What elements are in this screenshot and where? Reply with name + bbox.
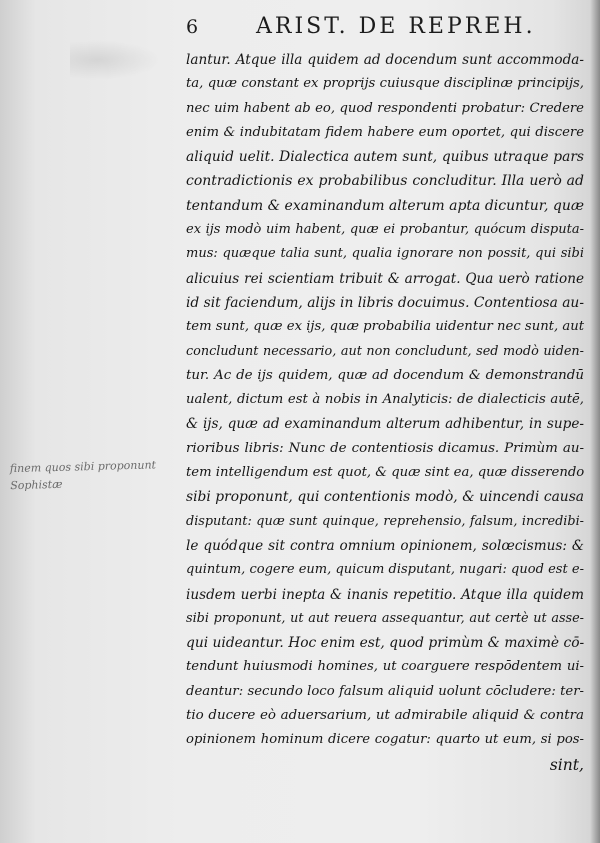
text-line: le quódque sit contra omnium opinionem, solœcismus: & bbox=[186, 537, 584, 554]
text-line: disputant: quæ sunt quinque, reprehensio, falsum, incredibi- bbox=[186, 513, 584, 529]
text-line: mus: quæque talia sunt, qualia ignorare non possit, qui sibi bbox=[186, 246, 584, 262]
text-line: tendunt huiusmodi homines, ut coarguere respōdentem ui- bbox=[186, 659, 584, 675]
text-line: lantur. Atque illa quidem ad docendum sunt accommoda- bbox=[186, 52, 584, 68]
text-line: tio ducere eò aduersarium, ut admirabile aliquid & contra bbox=[186, 708, 584, 724]
text-line: sibi proponunt, qui contentionis modò, & uincendi causa bbox=[186, 489, 584, 506]
body-text bbox=[186, 48, 584, 777]
bleed-through-stain bbox=[70, 40, 160, 80]
text-line: deantur: secundo loco falsum aliquid uolunt cōcludere: ter- bbox=[186, 683, 584, 699]
text-line: id sit faciendum, alijs in libris docuimus. Contentiosa au- bbox=[186, 294, 584, 311]
text-line: qui uideantur. Hoc enim est, quod primùm & maximè cō- bbox=[186, 635, 585, 652]
text-line: quintum, cogere eum, quicum disputant, nugari: quod est e- bbox=[186, 562, 584, 578]
text-line: opinionem hominum dicere cogatur: quarto ut eum, si pos- bbox=[186, 732, 584, 748]
text-line: iusdem uerbi inepta & inanis repetitio. Atque illa quidem bbox=[186, 586, 584, 603]
text-line: ta, quæ constant ex proprijs cuiusque disciplinæ principijs, bbox=[186, 76, 584, 92]
text-line: tentandum & examinandum alterum apta dicuntur, quæ bbox=[186, 197, 584, 214]
page-edge-shadow bbox=[590, 0, 600, 843]
page-header bbox=[186, 14, 556, 44]
handwritten-margin-note bbox=[10, 456, 176, 494]
text-line: sibi proponunt, ut aut reuera assequantur, aut certè ut asse- bbox=[186, 610, 584, 626]
text-line: & ijs, quæ ad examinandum alterum adhibentur, in supe- bbox=[186, 416, 584, 433]
text-line: rioribus libris: Nunc de contentiosis dicamus. Primùm au- bbox=[186, 440, 584, 456]
text-line: ex ijs modò uim habent, quæ ei probantur, quócum disputa- bbox=[186, 222, 584, 238]
text-line: ualent, dictum est à nobis in Analyticis: de dialecticis autē, bbox=[186, 392, 584, 408]
page-number: 6 bbox=[186, 16, 199, 38]
text-line: nec uim habent ab eo, quod respondenti probatur: Credere bbox=[186, 100, 584, 116]
running-title: ARIST. DE REPREH. bbox=[256, 14, 536, 39]
text-line: sint, bbox=[549, 755, 584, 774]
text-line: tur. Ac de ijs quidem, quæ ad docendum & demonstrandū bbox=[186, 367, 584, 383]
text-line: contradictionis ex probabilibus concluditur. Illa uerò ad bbox=[186, 173, 584, 190]
text-line: enim & indubitatam fidem habere eum oportet, qui discere bbox=[186, 124, 584, 140]
text-line: tem sunt, quæ ex ijs, quæ probabilia uidentur nec sunt, aut bbox=[186, 319, 585, 335]
text-line: aliquid uelit. Dialectica autem sunt, quibus utraque pars bbox=[186, 149, 584, 166]
text-line: alicuius rei scientiam tribuit & arrogat. Qua uerò ratione bbox=[186, 270, 584, 287]
text-line: concludunt necessario, aut non concludunt, sed modò uiden- bbox=[186, 343, 584, 359]
margin-note-line: Sophistæ bbox=[10, 477, 63, 493]
text-line: tem intelligendum est quot, & quæ sint ea, quæ disserendo bbox=[186, 465, 585, 481]
margin-note-line: finem quos sibi proponunt bbox=[9, 458, 157, 476]
